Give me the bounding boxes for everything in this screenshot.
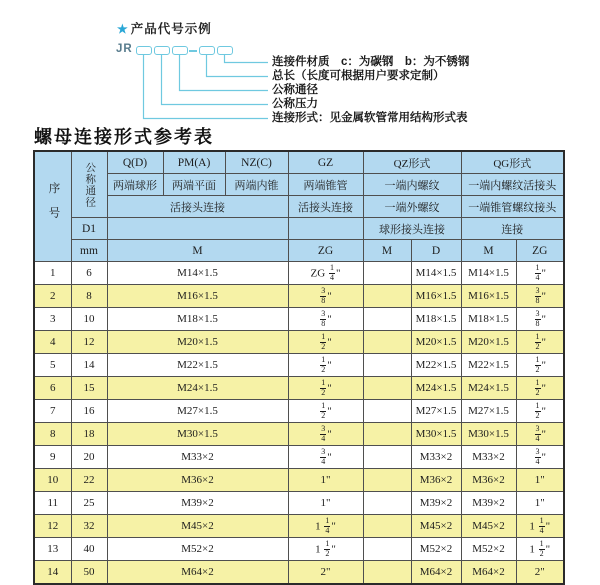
cell-seq: 4 [34,331,71,354]
cell-dn-mm: 22 [71,469,107,492]
cell-qg-zg: $\frac{1}{2}$ " [516,377,564,400]
diagram-label-length: 总长（长度可根据用户要求定制） [272,70,445,82]
table-header [34,151,564,262]
cell-gz-zg: $\frac{3}{8}$ " [288,285,363,308]
cell-qg-m: M14×1.5 [461,262,516,285]
cell-qg-m: M18×1.5 [461,308,516,331]
table-row [34,331,564,354]
cell-dn-mm: 12 [71,331,107,354]
cell-qz-m [363,538,411,561]
cell-gz-zg: $\frac{1}{2}$ " [288,354,363,377]
cell-seq: 13 [34,538,71,561]
cell-seq: 9 [34,446,71,469]
cell-gz-zg: $\frac{3}{4}$ " [288,446,363,469]
cell-qz-d: M24×1.5 [411,377,461,400]
cell-m: M64×2 [107,561,288,585]
cell-qg-m: M20×1.5 [461,331,516,354]
header-union-connection: 活接头连接 [107,196,288,218]
header-gz-zg-label: ZG [288,240,363,262]
header-col-qg: QG形式 [461,151,564,174]
cell-m: M33×2 [107,446,288,469]
diagram-title-text: 产品代号示例 [130,22,212,36]
cell-qg-m: M39×2 [461,492,516,515]
header-nz-desc: 两端内锥 [225,174,288,196]
cell-seq: 7 [34,400,71,423]
table-row [34,423,564,446]
table-row [34,446,564,469]
cell-qz-m [363,515,411,538]
cell-qz-d: M16×1.5 [411,285,461,308]
cell-m: M27×1.5 [107,400,288,423]
header-col-q: Q(D) [107,151,163,174]
cell-qg-m: M30×1.5 [461,423,516,446]
cell-qz-d: M52×2 [411,538,461,561]
cell-seq: 14 [34,561,71,585]
cell-qg-zg: 1" [516,492,564,515]
cell-qg-m: M52×2 [461,538,516,561]
table-row [34,400,564,423]
cell-qg-zg: 2" [516,561,564,585]
table-row [34,492,564,515]
cell-dn-mm: 40 [71,538,107,561]
cell-gz-zg: $\frac{1}{2}$ " [288,400,363,423]
cell-dn-mm: 6 [71,262,107,285]
star-icon: ★ [117,22,129,36]
cell-dn-mm: 16 [71,400,107,423]
cell-qz-d: M14×1.5 [411,262,461,285]
cell-qg-zg: $\frac{1}{2}$ " [516,354,564,377]
cell-dn-mm: 50 [71,561,107,585]
cell-gz-zg: ZG $\frac{1}{4}$ " [288,262,363,285]
cell-qz-m [363,469,411,492]
cell-m: M52×2 [107,538,288,561]
cell-dn-mm: 8 [71,285,107,308]
cell-m: M14×1.5 [107,262,288,285]
cell-qz-m [363,400,411,423]
header-gz-desc: 两端锥管 [288,174,363,196]
diagram-label-material: 连接件材质 c：为碳钢 b：为不锈钢 [272,56,470,68]
header-pm-desc: 两端平面 [163,174,225,196]
cell-m: M16×1.5 [107,285,288,308]
cell-dn-mm: 10 [71,308,107,331]
header-qg-connection: 连接 [461,218,564,240]
cell-qz-d: M18×1.5 [411,308,461,331]
cell-qz-m [363,377,411,400]
table-row [34,354,564,377]
cell-qz-m [363,423,411,446]
cell-gz-zg: 1 $\frac{1}{4}$ " [288,515,363,538]
cell-seq: 3 [34,308,71,331]
cell-dn-mm: 20 [71,446,107,469]
cell-qg-zg: $\frac{3}{4}$ " [516,446,564,469]
table-row [34,469,564,492]
cell-dn-mm: 25 [71,492,107,515]
cell-qg-zg: $\frac{1}{4}$ " [516,262,564,285]
cell-qg-zg: $\frac{3}{8}$ " [516,285,564,308]
cell-qz-d: M33×2 [411,446,461,469]
table-row [34,561,564,585]
cell-gz-zg: 2" [288,561,363,585]
table-row [34,285,564,308]
header-qz-m-label: M [363,240,411,262]
diagram-label-pressure: 公称压力 [272,98,318,110]
cell-qz-m [363,354,411,377]
cell-m: M24×1.5 [107,377,288,400]
cell-qg-zg: $\frac{3}{4}$ " [516,423,564,446]
cell-m: M39×2 [107,492,288,515]
cell-m: M22×1.5 [107,354,288,377]
cell-qz-m [363,446,411,469]
table-row [34,308,564,331]
cell-qg-zg: $\frac{1}{2}$ " [516,400,564,423]
header-qz-desc2: 一端外螺纹 [363,196,461,218]
cell-m: M45×2 [107,515,288,538]
cell-qg-zg: 1 $\frac{1}{2}$ " [516,538,564,561]
cell-qg-zg: $\frac{1}{2}$ " [516,331,564,354]
cell-qg-m: M64×2 [461,561,516,585]
cell-seq: 6 [34,377,71,400]
cell-gz-zg: $\frac{3}{4}$ " [288,423,363,446]
header-col-nz: NZ(C) [225,151,288,174]
header-mm: mm [71,240,107,262]
table-row [34,377,564,400]
cell-qz-m [363,492,411,515]
header-m-label: M [107,240,288,262]
cell-qz-m [363,262,411,285]
cell-gz-zg: 1" [288,469,363,492]
cell-qz-m [363,331,411,354]
header-empty-gz [288,218,363,240]
cell-m: M30×1.5 [107,423,288,446]
cell-qg-m: M22×1.5 [461,354,516,377]
cell-seq: 1 [34,262,71,285]
cell-qz-d: M36×2 [411,469,461,492]
table-row [34,538,564,561]
cell-gz-zg: 1" [288,492,363,515]
header-qg-desc1: 一端内螺纹活接头 [461,174,564,196]
cell-qz-d: M27×1.5 [411,400,461,423]
cell-qg-m: M45×2 [461,515,516,538]
cell-seq: 8 [34,423,71,446]
header-col-pm: PM(A) [163,151,225,174]
cell-qg-zg: $\frac{3}{8}$ " [516,308,564,331]
cell-m: M36×2 [107,469,288,492]
table-row [34,515,564,538]
cell-qg-m: M16×1.5 [461,285,516,308]
cell-gz-zg: $\frac{1}{2}$ " [288,331,363,354]
cell-qz-d: M39×2 [411,492,461,515]
header-qz-connection: 球形接头连接 [363,218,461,240]
header-d1: D1 [71,218,107,240]
header-qg-zg-label: ZG [516,240,564,262]
cell-qz-m [363,285,411,308]
header-q-desc: 两端球形 [107,174,163,196]
cell-seq: 10 [34,469,71,492]
header-gz-connection: 活接头连接 [288,196,363,218]
diagram-label-diameter: 公称通径 [272,84,318,96]
cell-qg-zg: 1 $\frac{1}{4}$ " [516,515,564,538]
cell-seq: 12 [34,515,71,538]
header-qz-desc1: 一端内螺纹 [363,174,461,196]
cell-seq: 11 [34,492,71,515]
header-col-qz: QZ形式 [363,151,461,174]
cell-qg-m: M27×1.5 [461,400,516,423]
cell-qz-d: M30×1.5 [411,423,461,446]
cell-dn-mm: 32 [71,515,107,538]
header-qg-desc2: 一端锥管螺纹接头 [461,196,564,218]
product-code-prefix: JR [116,43,133,55]
cell-qg-m: M36×2 [461,469,516,492]
table-row [34,262,564,285]
header-col-gz: GZ [288,151,363,174]
cell-qz-d: M45×2 [411,515,461,538]
cell-gz-zg: $\frac{3}{8}$ " [288,308,363,331]
cell-qg-zg: 1" [516,469,564,492]
cell-seq: 2 [34,285,71,308]
cell-dn-mm: 18 [71,423,107,446]
cell-qz-m [363,308,411,331]
cell-gz-zg: 1 $\frac{1}{2}$ " [288,538,363,561]
header-qz-d-label: D [411,240,461,262]
header-dn: 公称通径 [71,151,107,218]
cell-dn-mm: 15 [71,377,107,400]
diagram-label-connection: 连接形式：见金属软管常用结构形式表 [272,112,468,124]
cell-m: M18×1.5 [107,308,288,331]
nut-connection-table [33,150,565,585]
cell-qg-m: M24×1.5 [461,377,516,400]
header-seq: 序号 [34,151,71,262]
cell-qz-d: M20×1.5 [411,331,461,354]
cell-qz-d: M64×2 [411,561,461,585]
table-title: 螺母连接形式参考表 [34,127,214,148]
cell-seq: 5 [34,354,71,377]
cell-qz-m [363,561,411,585]
table-body [34,262,564,585]
cell-m: M20×1.5 [107,331,288,354]
header-empty-m [107,218,288,240]
header-qg-m-label: M [461,240,516,262]
cell-qz-d: M22×1.5 [411,354,461,377]
cell-qg-m: M33×2 [461,446,516,469]
cell-dn-mm: 14 [71,354,107,377]
cell-gz-zg: $\frac{1}{2}$ " [288,377,363,400]
